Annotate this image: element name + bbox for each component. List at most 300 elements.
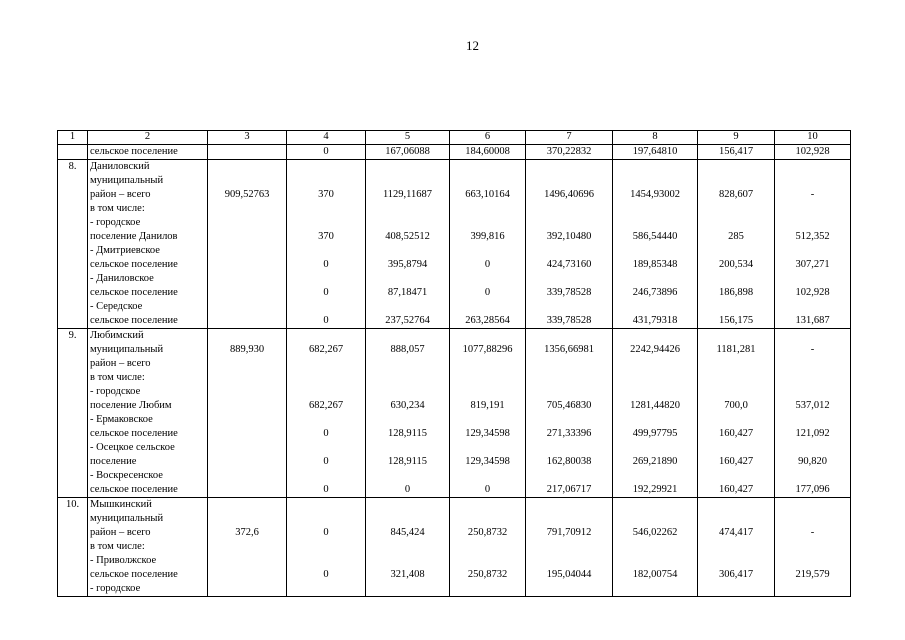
value-slot bbox=[528, 272, 610, 286]
value-slot: 321,408 bbox=[390, 569, 425, 580]
value-slot bbox=[368, 202, 447, 216]
value-slot bbox=[289, 300, 363, 314]
value-slot: 1129,11687 bbox=[382, 189, 433, 200]
value-slot bbox=[615, 371, 695, 385]
value-slot bbox=[700, 329, 772, 343]
value-slot: 250,8732 bbox=[467, 569, 508, 580]
value-slot bbox=[368, 300, 447, 314]
value-slot bbox=[615, 202, 695, 216]
value-slot: 819,191 bbox=[470, 400, 505, 411]
value-slot bbox=[210, 498, 284, 512]
value-cell: 167,06088 bbox=[366, 145, 450, 160]
name-line: Мышкинский bbox=[90, 499, 152, 510]
value-slot: 392,10480 bbox=[546, 231, 592, 242]
value-slot bbox=[777, 413, 848, 427]
value-slot: 1077,88296 bbox=[462, 344, 513, 355]
value-slot bbox=[528, 329, 610, 343]
value-slot bbox=[615, 540, 695, 554]
value-slot bbox=[210, 582, 284, 596]
value-slot bbox=[210, 469, 284, 483]
value-slot bbox=[528, 244, 610, 258]
value-slot bbox=[289, 244, 363, 258]
value-cell bbox=[287, 498, 366, 597]
value-slot: 0 bbox=[323, 259, 329, 270]
value-slot: 0 bbox=[484, 484, 491, 495]
name-line: поселение bbox=[90, 456, 137, 467]
value-slot: 0 bbox=[323, 569, 329, 580]
header-cell: 5 bbox=[366, 131, 450, 145]
value-slot: 339,78528 bbox=[546, 315, 592, 326]
value-slot bbox=[777, 357, 848, 371]
value-slot bbox=[452, 413, 523, 427]
table-row bbox=[58, 160, 851, 329]
value-slot: 682,267 bbox=[308, 400, 344, 411]
value-slot bbox=[289, 413, 363, 427]
value-slot bbox=[368, 272, 447, 286]
name-line: район – всего bbox=[90, 358, 151, 369]
value-cell bbox=[450, 498, 526, 597]
value-slot bbox=[289, 512, 363, 526]
value-slot bbox=[452, 160, 523, 174]
value-slot bbox=[528, 300, 610, 314]
value-slot: 189,85348 bbox=[632, 259, 678, 270]
table-body bbox=[58, 131, 851, 597]
name-line: сельское поселение bbox=[90, 259, 178, 270]
value-slot: 663,10164 bbox=[465, 189, 510, 200]
value-slot bbox=[700, 202, 772, 216]
value-slot bbox=[700, 160, 772, 174]
value-slot bbox=[368, 371, 447, 385]
value-slot: 0 bbox=[484, 287, 491, 298]
header-cell: 10 bbox=[775, 131, 851, 145]
value-slot bbox=[210, 300, 284, 314]
value-slot: - bbox=[810, 527, 815, 538]
value-slot bbox=[289, 357, 363, 371]
value-slot: 0 bbox=[323, 456, 329, 467]
value-slot bbox=[289, 469, 363, 483]
table-row bbox=[58, 145, 851, 160]
data-table bbox=[57, 130, 851, 597]
value-slot bbox=[615, 300, 695, 314]
name-line: в том числе: bbox=[90, 203, 145, 214]
value-slot bbox=[528, 441, 610, 455]
value-cell: 102,928 bbox=[775, 145, 851, 160]
value-slot bbox=[528, 371, 610, 385]
value-slot: 121,092 bbox=[795, 428, 830, 439]
value-slot bbox=[210, 202, 284, 216]
row-name-cell bbox=[88, 160, 208, 329]
value-slot bbox=[368, 174, 447, 188]
value-slot bbox=[289, 371, 363, 385]
value-slot bbox=[528, 540, 610, 554]
value-slot: 128,9115 bbox=[388, 428, 427, 439]
value-slot bbox=[700, 244, 772, 258]
value-slot: 237,52764 bbox=[385, 315, 430, 326]
value-slot bbox=[777, 300, 848, 314]
value-slot bbox=[528, 498, 610, 512]
value-slot bbox=[210, 286, 284, 300]
value-cell bbox=[698, 160, 775, 329]
name-line: - Приволжское bbox=[90, 555, 157, 566]
value-slot bbox=[777, 554, 848, 568]
value-slot bbox=[368, 582, 447, 596]
value-slot: 0 bbox=[323, 484, 329, 495]
row-number-cell: 8. bbox=[58, 160, 88, 329]
row-name-cell bbox=[88, 498, 208, 597]
value-cell bbox=[698, 329, 775, 498]
value-slot: 192,29921 bbox=[632, 484, 678, 495]
value-slot: 160,427 bbox=[718, 456, 754, 467]
header-row bbox=[58, 131, 851, 145]
value-cell bbox=[775, 498, 851, 597]
value-slot bbox=[777, 174, 848, 188]
name-line: муниципальный bbox=[90, 175, 164, 186]
value-cell bbox=[208, 498, 287, 597]
value-slot bbox=[777, 512, 848, 526]
value-slot: 370 bbox=[318, 189, 334, 200]
value-cell bbox=[208, 145, 287, 160]
value-slot bbox=[289, 216, 363, 230]
value-slot bbox=[289, 554, 363, 568]
header-cell: 2 bbox=[88, 131, 208, 145]
value-slot: 160,427 bbox=[718, 484, 754, 495]
header-cell: 4 bbox=[287, 131, 366, 145]
value-slot: 2242,94426 bbox=[630, 344, 680, 355]
value-slot bbox=[289, 385, 363, 399]
name-line: район – всего bbox=[90, 527, 151, 538]
value-cell bbox=[613, 329, 698, 498]
value-slot: 828,607 bbox=[718, 189, 754, 200]
value-slot bbox=[210, 174, 284, 188]
value-cell: 0 bbox=[287, 145, 366, 160]
value-slot bbox=[289, 441, 363, 455]
value-slot bbox=[452, 582, 523, 596]
value-slot bbox=[777, 329, 848, 343]
value-cell bbox=[366, 160, 450, 329]
value-slot bbox=[289, 582, 363, 596]
value-slot: 399,816 bbox=[470, 231, 505, 242]
value-slot bbox=[368, 441, 447, 455]
row-number-cell: 10. bbox=[58, 498, 88, 597]
value-slot bbox=[289, 272, 363, 286]
value-slot bbox=[615, 498, 695, 512]
value-cell bbox=[775, 329, 851, 498]
value-slot bbox=[615, 413, 695, 427]
value-slot: 246,73896 bbox=[632, 287, 678, 298]
value-slot: 102,928 bbox=[795, 287, 830, 298]
value-slot bbox=[210, 399, 284, 413]
name-line: Даниловский bbox=[90, 161, 150, 172]
value-slot bbox=[615, 554, 695, 568]
value-slot bbox=[452, 441, 523, 455]
value-slot bbox=[700, 174, 772, 188]
value-slot: 200,534 bbox=[718, 259, 754, 270]
value-slot bbox=[615, 357, 695, 371]
value-slot bbox=[615, 582, 695, 596]
name-line: сельское поселение bbox=[90, 428, 178, 439]
value-slot bbox=[528, 174, 610, 188]
header-cell: 3 bbox=[208, 131, 287, 145]
value-cell bbox=[366, 498, 450, 597]
value-slot: 370 bbox=[318, 231, 334, 242]
value-slot: 160,427 bbox=[718, 428, 754, 439]
value-slot bbox=[368, 357, 447, 371]
value-slot bbox=[615, 469, 695, 483]
value-slot: 1356,66981 bbox=[544, 344, 594, 355]
value-slot bbox=[210, 483, 284, 497]
value-slot bbox=[210, 413, 284, 427]
value-slot: 306,417 bbox=[718, 569, 754, 580]
value-slot: 0 bbox=[323, 315, 329, 326]
value-slot bbox=[528, 554, 610, 568]
value-slot bbox=[700, 413, 772, 427]
value-slot bbox=[289, 174, 363, 188]
value-slot bbox=[528, 413, 610, 427]
value-slot bbox=[210, 160, 284, 174]
value-slot bbox=[528, 385, 610, 399]
name-line: Любимский bbox=[90, 330, 144, 341]
name-line: - Осецкое сельское bbox=[90, 442, 175, 453]
value-slot bbox=[615, 329, 695, 343]
name-line: сельское поселение bbox=[90, 287, 178, 298]
value-slot bbox=[368, 554, 447, 568]
value-slot: 217,06717 bbox=[546, 484, 592, 495]
value-cell: 370,22832 bbox=[526, 145, 613, 160]
value-slot bbox=[210, 314, 284, 328]
value-cell bbox=[208, 160, 287, 329]
value-slot bbox=[777, 582, 848, 596]
value-slot bbox=[289, 540, 363, 554]
value-cell bbox=[287, 160, 366, 329]
value-slot bbox=[700, 216, 772, 230]
value-slot: 474,417 bbox=[718, 527, 754, 538]
value-slot: 0 bbox=[404, 484, 411, 495]
name-line: в том числе: bbox=[90, 541, 145, 552]
value-slot bbox=[368, 512, 447, 526]
value-cell bbox=[450, 329, 526, 498]
value-slot bbox=[700, 441, 772, 455]
value-slot: 263,28564 bbox=[465, 315, 510, 326]
value-slot bbox=[368, 160, 447, 174]
value-cell: 156,417 bbox=[698, 145, 775, 160]
value-slot: 285 bbox=[728, 231, 744, 242]
value-slot bbox=[777, 498, 848, 512]
value-cell bbox=[775, 160, 851, 329]
value-slot: 0 bbox=[323, 527, 329, 538]
value-slot bbox=[452, 540, 523, 554]
value-slot bbox=[368, 469, 447, 483]
value-slot bbox=[700, 300, 772, 314]
value-slot bbox=[777, 160, 848, 174]
table-row bbox=[58, 329, 851, 498]
name-line: - Середское bbox=[90, 301, 143, 312]
name-line: - городское bbox=[90, 583, 141, 594]
value-slot: 395,8794 bbox=[387, 259, 428, 270]
value-slot bbox=[452, 498, 523, 512]
value-slot bbox=[210, 385, 284, 399]
value-slot bbox=[210, 357, 284, 371]
value-slot bbox=[615, 272, 695, 286]
value-slot: 219,579 bbox=[795, 569, 830, 580]
header-cell: 9 bbox=[698, 131, 775, 145]
row-name-cell: сельское поселение bbox=[88, 145, 208, 160]
value-slot: 186,898 bbox=[718, 287, 754, 298]
header-cell: 7 bbox=[526, 131, 613, 145]
value-slot: 682,267 bbox=[308, 344, 344, 355]
value-slot: 131,687 bbox=[795, 315, 830, 326]
value-slot: 129,34598 bbox=[465, 456, 510, 467]
row-number-cell bbox=[58, 145, 88, 160]
name-line: - Даниловское bbox=[90, 273, 154, 284]
value-slot: 339,78528 bbox=[546, 287, 592, 298]
value-cell bbox=[526, 329, 613, 498]
name-line: муниципальный bbox=[90, 513, 164, 524]
name-line: поселение Любим bbox=[90, 400, 172, 411]
header-cell: 8 bbox=[613, 131, 698, 145]
value-slot: 431,79318 bbox=[632, 315, 678, 326]
value-slot: 845,424 bbox=[390, 527, 425, 538]
name-line: - Дмитриевское bbox=[90, 245, 160, 256]
value-slot bbox=[452, 512, 523, 526]
value-slot bbox=[615, 160, 695, 174]
value-slot bbox=[368, 329, 447, 343]
value-slot bbox=[777, 272, 848, 286]
table-row bbox=[58, 498, 851, 597]
value-slot: 791,70912 bbox=[546, 527, 592, 538]
value-slot: 128,9115 bbox=[388, 456, 427, 467]
value-slot bbox=[528, 469, 610, 483]
value-slot bbox=[615, 174, 695, 188]
value-slot bbox=[210, 427, 284, 441]
header-cell: 1 bbox=[58, 131, 88, 145]
name-line: район – всего bbox=[90, 189, 151, 200]
value-slot bbox=[452, 244, 523, 258]
value-slot bbox=[615, 441, 695, 455]
value-cell bbox=[208, 329, 287, 498]
value-slot bbox=[528, 512, 610, 526]
row-number-cell: 9. bbox=[58, 329, 88, 498]
value-slot: 586,54440 bbox=[632, 231, 678, 242]
value-slot bbox=[368, 498, 447, 512]
value-slot bbox=[210, 512, 284, 526]
value-slot: 889,930 bbox=[229, 344, 265, 355]
value-cell: 184,60008 bbox=[450, 145, 526, 160]
value-slot bbox=[528, 582, 610, 596]
value-slot bbox=[615, 385, 695, 399]
value-slot bbox=[210, 371, 284, 385]
value-slot bbox=[700, 469, 772, 483]
value-slot bbox=[777, 202, 848, 216]
value-slot: 424,73160 bbox=[546, 259, 592, 270]
value-slot bbox=[452, 469, 523, 483]
value-slot: 1496,40696 bbox=[544, 189, 594, 200]
name-line: сельское поселение bbox=[90, 484, 178, 495]
value-slot: 182,00754 bbox=[632, 569, 678, 580]
header-cell: 6 bbox=[450, 131, 526, 145]
name-line: - Ермаковское bbox=[90, 414, 153, 425]
value-slot bbox=[528, 216, 610, 230]
value-slot: 700,0 bbox=[724, 400, 748, 411]
value-slot bbox=[452, 216, 523, 230]
value-slot: 1454,93002 bbox=[630, 189, 680, 200]
name-line: в том числе: bbox=[90, 372, 145, 383]
value-slot bbox=[700, 554, 772, 568]
value-cell bbox=[698, 498, 775, 597]
value-slot bbox=[777, 371, 848, 385]
value-slot: 408,52512 bbox=[385, 231, 430, 242]
value-slot bbox=[452, 357, 523, 371]
value-slot bbox=[528, 160, 610, 174]
value-slot: 129,34598 bbox=[465, 428, 510, 439]
value-slot bbox=[289, 498, 363, 512]
value-cell bbox=[613, 160, 698, 329]
value-slot bbox=[700, 371, 772, 385]
value-slot: 512,352 bbox=[795, 231, 830, 242]
value-slot bbox=[700, 272, 772, 286]
value-slot bbox=[452, 554, 523, 568]
value-cell bbox=[366, 329, 450, 498]
value-slot bbox=[210, 272, 284, 286]
value-slot bbox=[700, 540, 772, 554]
value-slot: 269,21890 bbox=[632, 456, 678, 467]
value-slot bbox=[452, 202, 523, 216]
value-slot: 537,012 bbox=[795, 400, 830, 411]
value-slot bbox=[700, 385, 772, 399]
value-cell bbox=[287, 329, 366, 498]
value-cell bbox=[526, 160, 613, 329]
value-slot bbox=[700, 357, 772, 371]
value-slot bbox=[368, 385, 447, 399]
value-slot bbox=[452, 385, 523, 399]
value-slot bbox=[210, 441, 284, 455]
value-slot bbox=[615, 512, 695, 526]
value-slot bbox=[528, 202, 610, 216]
value-slot bbox=[210, 244, 284, 258]
page-number: 12 bbox=[466, 38, 479, 53]
value-slot bbox=[777, 244, 848, 258]
value-slot bbox=[210, 455, 284, 469]
value-slot: 0 bbox=[323, 428, 329, 439]
value-slot bbox=[368, 244, 447, 258]
name-line: - городское bbox=[90, 217, 141, 228]
name-line: сельское поселение bbox=[90, 315, 178, 326]
value-slot bbox=[700, 582, 772, 596]
value-slot bbox=[210, 258, 284, 272]
value-slot: 156,175 bbox=[718, 315, 754, 326]
value-cell bbox=[613, 498, 698, 597]
value-slot: 0 bbox=[484, 259, 491, 270]
value-slot: 0 bbox=[323, 287, 329, 298]
value-slot bbox=[289, 329, 363, 343]
value-cell bbox=[526, 498, 613, 597]
value-slot: 1281,44820 bbox=[630, 400, 680, 411]
value-slot: 271,33396 bbox=[546, 428, 592, 439]
value-slot: 1181,281 bbox=[716, 344, 756, 355]
row-name-cell bbox=[88, 329, 208, 498]
value-slot: 888,057 bbox=[390, 344, 425, 355]
value-cell: 197,64810 bbox=[613, 145, 698, 160]
value-slot: 499,97795 bbox=[632, 428, 678, 439]
value-slot bbox=[289, 202, 363, 216]
value-slot bbox=[615, 244, 695, 258]
value-slot bbox=[210, 230, 284, 244]
name-line: - городское bbox=[90, 386, 141, 397]
value-slot bbox=[777, 385, 848, 399]
value-slot bbox=[210, 554, 284, 568]
value-slot: 546,02262 bbox=[632, 527, 678, 538]
value-slot: 705,46830 bbox=[546, 400, 592, 411]
value-slot bbox=[210, 568, 284, 582]
